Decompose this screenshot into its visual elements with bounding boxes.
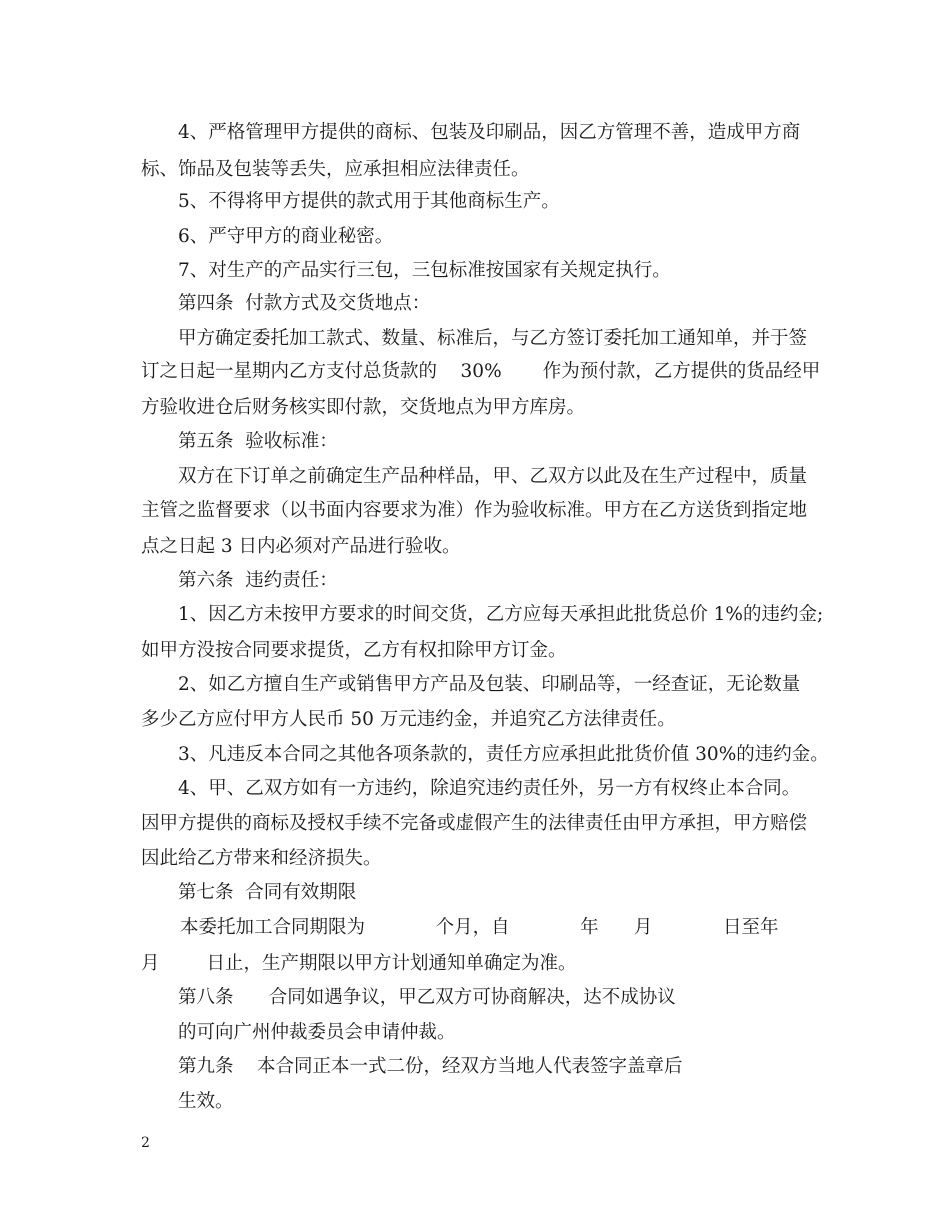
text-line: 甲方确定委托加工款式、数量、标准后，与乙方签订委托加工通知单，并于签 [178, 328, 808, 349]
text-line: 4、甲、乙双方如有一方违约，除追究违约责任外，另一方有权终止本合同。 [178, 778, 801, 799]
text-line: 4、严格管理甲方提供的商标、包装及印刷品，因乙方管理不善，造成甲方商 [178, 122, 801, 143]
article-heading: 第七条 合同有效期限 [178, 882, 357, 903]
text-line: 第八条 合同如遇争议，甲乙双方可协商解决，达不成协议 [178, 987, 676, 1008]
text-line: 本委托加工合同期限为 个月，自 年 月 日至年 [180, 917, 779, 938]
article-heading: 第四条 付款方式及交货地点： [178, 293, 431, 314]
page-number: 2 [141, 1135, 150, 1151]
text-line: 订之日起一星期内乙方支付总货款的 30% 作为预付款，乙方提供的货品经甲 [141, 361, 821, 382]
article-heading: 第五条 验收标准： [178, 431, 338, 452]
article-heading: 第六条 违约责任： [178, 570, 338, 591]
text-line: 2、如乙方擅自生产或销售甲方产品及包装、印刷品等，一经查证，无论数量 [178, 674, 801, 695]
text-line: 方验收进仓后财务核实即付款，交货地点为甲方库房。 [141, 397, 586, 418]
text-line: 6、严守甲方的商业秘密。 [178, 226, 394, 247]
text-line: 标、饰品及包装等丢失，应承担相应法律责任。 [141, 159, 530, 180]
text-line: 双方在下订单之前确定生产品种样品，甲、乙双方以此及在生产过程中，质量 [178, 466, 808, 487]
text-line: 因甲方提供的商标及授权手续不完备或虚假产生的法律责任由甲方承担，甲方赔偿 [141, 813, 808, 834]
text-line: 多少乙方应付甲方人民币 50 万元违约金，并追究乙方法律责任。 [141, 709, 676, 730]
text-line: 生效。 [178, 1091, 234, 1112]
text-line: 7、对生产的产品实行三包，三包标准按国家有关规定执行。 [178, 260, 671, 281]
text-line: 5、不得将甲方提供的款式用于其他商标生产。 [178, 191, 560, 212]
text-line: 如甲方没按合同要求提货，乙方有权扣除甲方订金。 [141, 640, 567, 661]
text-line: 月 日止，生产期限以甲方计划通知单确定为准。 [141, 953, 577, 974]
text-line: 的可向广州仲裁委员会申请仲裁。 [178, 1022, 456, 1043]
text-line: 3、凡违反本合同之其他各项条款的，责任方应承担此批货价值 30%的违约金。 [178, 744, 829, 765]
text-line: 第九条 本合同正本一式二份，经双方当地人代表签字盖章后 [178, 1056, 683, 1077]
text-line: 点之日起 3 日内必须对产品进行验收。 [141, 536, 461, 557]
text-line: 主管之监督要求（以书面内容要求为准）作为验收标准。甲方在乙方送货到指定地 [141, 500, 808, 521]
text-line: 1、因乙方未按甲方要求的时间交货，乙方应每天承担此批货总价 1%的违约金; [178, 604, 824, 625]
text-line: 因此给乙方带来和经济损失。 [141, 848, 382, 869]
